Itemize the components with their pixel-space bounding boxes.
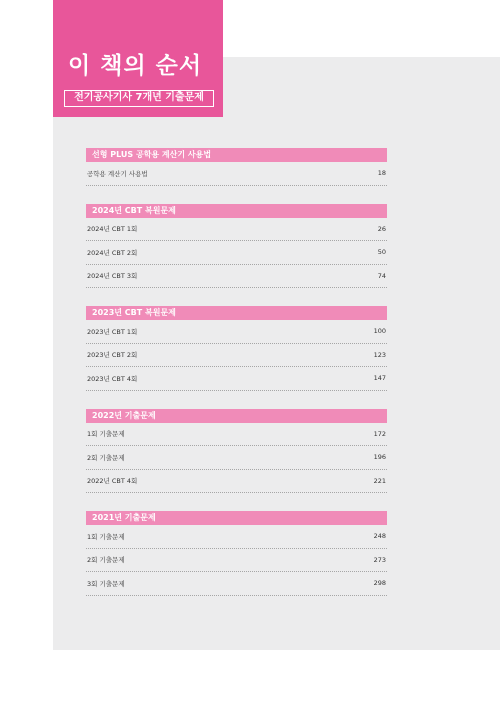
entry-page-number: 26 (377, 224, 386, 233)
toc-entry[interactable] (86, 470, 387, 494)
entry-label: 2회 기출문제 (87, 556, 125, 565)
section-header: 2022년 기출문제 (86, 409, 387, 423)
entry-label: 2024년 CBT 1회 (87, 225, 138, 234)
entry-page-number: 273 (373, 555, 386, 564)
toc-entry[interactable] (86, 344, 387, 368)
toc-entry[interactable] (86, 265, 387, 289)
toc-entry[interactable] (86, 218, 387, 242)
section-header: 선형 PLUS 공학용 계산기 사용법 (86, 148, 387, 162)
toc-entry[interactable] (86, 320, 387, 344)
entry-label: 2023년 CBT 2회 (87, 351, 138, 360)
entry-page-number: 100 (373, 327, 386, 336)
entry-page-number: 221 (373, 476, 386, 485)
entry-page-number: 147 (373, 374, 386, 383)
entry-page-number: 50 (377, 248, 386, 257)
entry-page-number: 172 (373, 429, 386, 438)
entry-label: 2회 기출문제 (87, 453, 125, 462)
table-of-contents (86, 148, 387, 614)
entry-label: 2024년 CBT 3회 (87, 272, 138, 281)
entry-label: 1회 기출문제 (87, 532, 125, 541)
toc-entry[interactable] (86, 241, 387, 265)
entry-label: 2023년 CBT 1회 (87, 327, 138, 336)
toc-section-2021 (86, 511, 387, 596)
section-header: 2024년 CBT 복원문제 (86, 204, 387, 218)
entry-page-number: 18 (377, 169, 386, 178)
toc-entry[interactable] (86, 525, 387, 549)
entry-label: 1회 기출문제 (87, 430, 125, 439)
toc-section-calculator (86, 148, 387, 186)
entry-label: 2023년 CBT 4회 (87, 374, 138, 383)
entry-page-number: 248 (373, 532, 386, 541)
toc-entry[interactable] (86, 423, 387, 447)
toc-entry[interactable] (86, 446, 387, 470)
toc-entry[interactable] (86, 162, 387, 186)
section-header: 2021년 기출문제 (86, 511, 387, 525)
entry-page-number: 298 (373, 579, 386, 588)
toc-section-2022 (86, 409, 387, 494)
entry-page-number: 196 (373, 453, 386, 462)
section-header: 2023년 CBT 복원문제 (86, 306, 387, 320)
toc-section-2023 (86, 306, 387, 391)
page-title: 이 책의 순서 (68, 53, 203, 79)
entry-label: 2022년 CBT 4회 (87, 477, 138, 486)
page-subtitle: 전기공사기사 7개년 기출문제 (64, 90, 214, 107)
toc-section-2024 (86, 204, 387, 289)
toc-entry[interactable] (86, 572, 387, 596)
entry-page-number: 74 (377, 271, 386, 280)
entry-label: 3회 기출문제 (87, 579, 125, 588)
toc-entry[interactable] (86, 367, 387, 391)
toc-entry[interactable] (86, 549, 387, 573)
entry-label: 2024년 CBT 2회 (87, 248, 138, 257)
entry-label: 공학용 계산기 사용법 (87, 169, 148, 178)
entry-page-number: 123 (373, 350, 386, 359)
